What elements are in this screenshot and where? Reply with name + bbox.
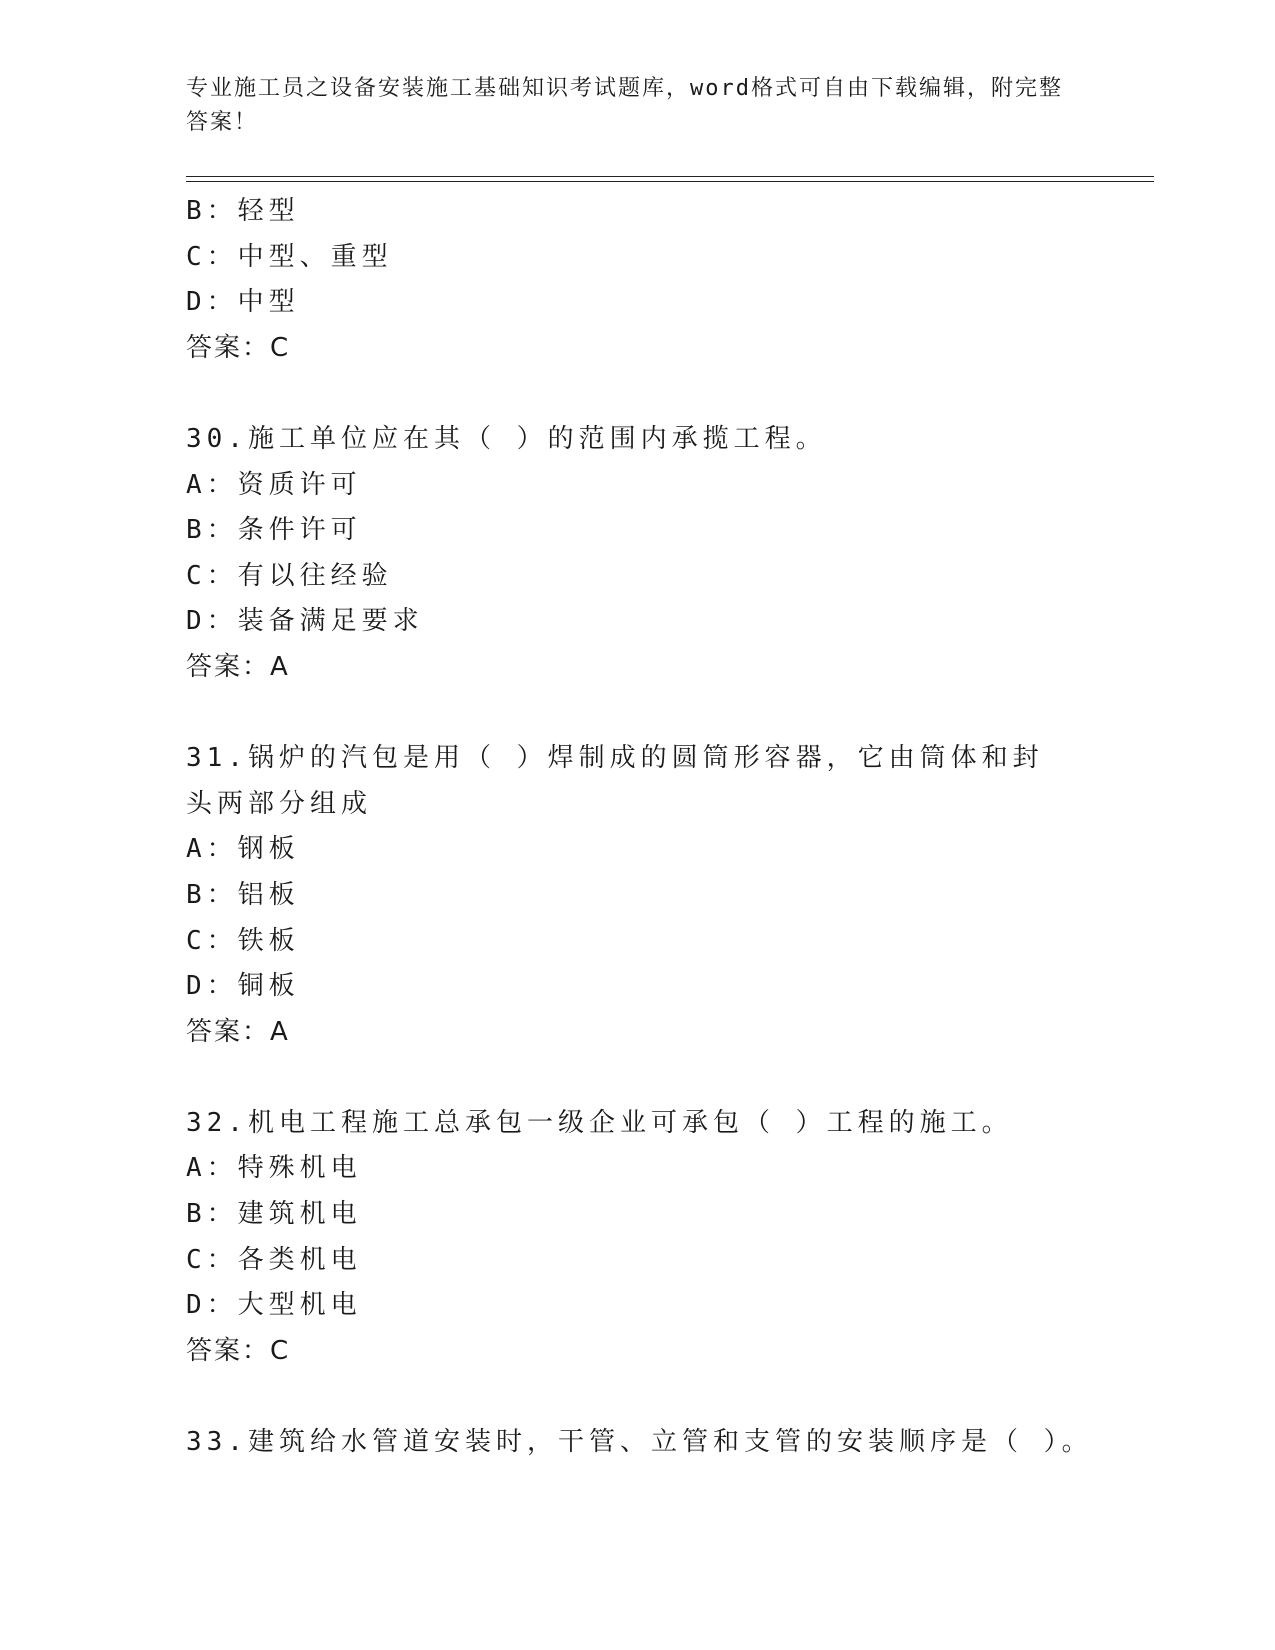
spacer: [186, 1374, 1066, 1420]
spacer: [186, 371, 1066, 417]
question-30: [186, 417, 1066, 691]
option-c: C：铁板: [186, 925, 300, 956]
option-d: D：铜板: [186, 971, 300, 1002]
option-c: C：各类机电: [186, 1244, 362, 1275]
header-rule-top: [186, 176, 1154, 177]
option-d: D：大型机电: [186, 1290, 362, 1321]
header-rule-bottom: [186, 181, 1154, 182]
option-a: A：特殊机电: [186, 1153, 362, 1184]
question-31: [186, 736, 1066, 1055]
spacer: [186, 1055, 1066, 1101]
option-b: B：轻型: [186, 196, 300, 226]
answer-line: 答案：A: [186, 651, 290, 682]
option-b: B：铝板: [186, 879, 300, 910]
answer-line: 答案：C: [186, 332, 291, 363]
question-29-continued: [186, 189, 1066, 371]
question-32: [186, 1101, 1066, 1375]
answer-line: 答案：A: [186, 1016, 290, 1047]
question-stem: 30.施工单位应在其（ ）的范围内承揽工程。: [186, 423, 827, 454]
spacer: [186, 691, 1066, 737]
option-a: A：资质许可: [186, 469, 362, 500]
question-stem: 33.建筑给水管道安装时，干管、立管和支管的安装顺序是（ ）。: [186, 1427, 1093, 1458]
question-stem: 31.锅炉的汽包是用（ ）焊制成的圆筒形容器，它由筒体和封头两部分组成: [186, 743, 1044, 819]
option-a: A：钢板: [186, 834, 300, 865]
option-d: D：中型: [186, 287, 300, 318]
answer-line: 答案：C: [186, 1335, 291, 1366]
question-content: [186, 189, 1093, 1466]
option-d: D：装备满足要求: [186, 606, 424, 637]
document-header: 专业施工员之设备安装施工基础知识考试题库，word格式可自由下载编辑，附完整答案！: [186, 76, 1063, 135]
option-b: B：条件许可: [186, 515, 362, 546]
question-33: [186, 1420, 1093, 1466]
option-b: B：建筑机电: [186, 1199, 362, 1230]
question-stem: 32.机电工程施工总承包一级企业可承包（ ）工程的施工。: [186, 1107, 1013, 1138]
option-c: C：中型、重型: [186, 241, 393, 272]
option-c: C：有以往经验: [186, 560, 393, 591]
